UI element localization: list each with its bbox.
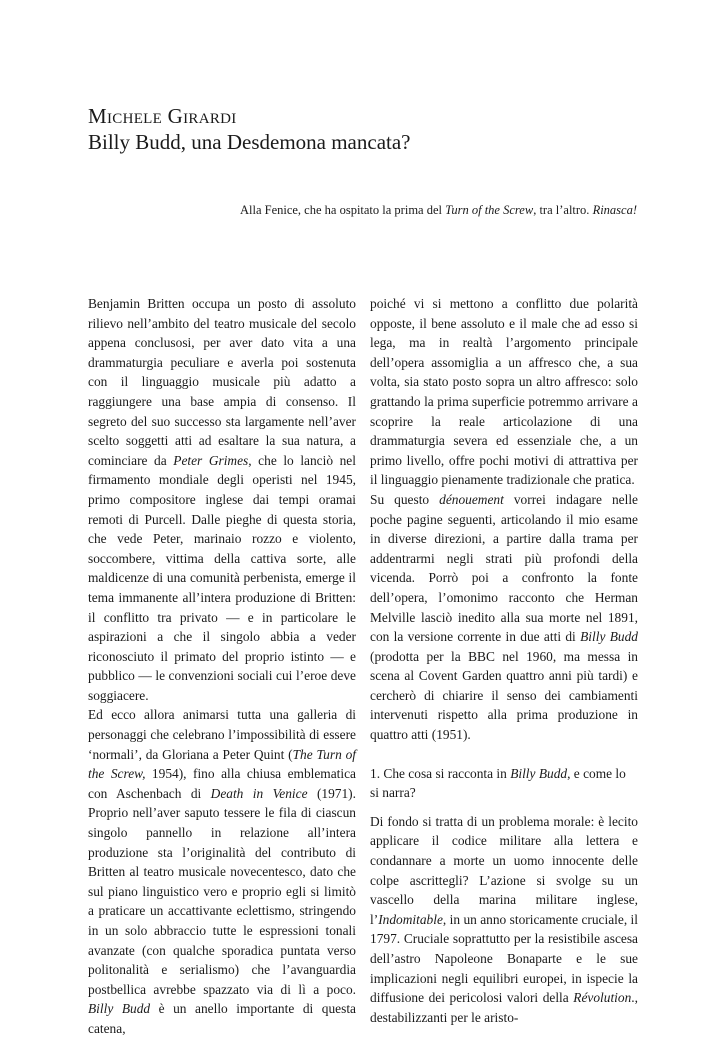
italic-title: The Turn of the Screw, bbox=[88, 746, 356, 782]
italic-term: dénouement bbox=[439, 491, 504, 507]
text-run: è un anello importante di questa catena, bbox=[88, 1001, 356, 1036]
epigraph-work-title: Turn of the Screw bbox=[445, 203, 534, 217]
text-run: (1971). Proprio nell’aver saputo tessere le fila di ciascun singolo pannello in relazione all’intera produzione sta l’originalità del contributo di Britten al teatro musicale novecentesco, dato che sul piano linguistico vero e proprio egli si limitò a praticare un accattivante eclettismo, stringendo in un solo abbraccio tutte le espressioni tonali avanzate (con qualche sporadica puntata verso politonalità e serialismo) che l’avanguardia postbellica avrebbe spazzato via di lì a poco. bbox=[88, 785, 356, 997]
section-heading bbox=[370, 764, 638, 803]
epigraph-middle: , tra l’altro. bbox=[533, 203, 593, 217]
text-run: Di fondo si tratta di un problema morale: è lecito applicare il codice militare alla lettera e condannare a morte un uomo innocente delle colpe ascrittegli? L’azione si svolge su un vascello della marina militare inglese, l’ bbox=[370, 813, 638, 927]
text-run: 1954), fino alla chiusa emblematica con Aschenbach di bbox=[88, 766, 356, 801]
article-title: Billy Budd, una Desdemona mancata? bbox=[88, 130, 411, 154]
left-column bbox=[88, 294, 356, 1039]
right-column bbox=[370, 294, 638, 1027]
author-name: Michele Girardi bbox=[88, 104, 237, 128]
text-run: Su questo bbox=[370, 491, 440, 507]
italic-ship-name: Indomitable bbox=[378, 911, 443, 927]
italic-title: Billy Budd bbox=[580, 629, 638, 645]
italic-title: Billy Budd bbox=[510, 765, 568, 781]
paragraph bbox=[370, 812, 638, 1028]
epigraph-prefix: Alla Fenice, che ha ospitato la prima del bbox=[239, 203, 446, 217]
text-run: Benjamin Britten occupa un posto di assoluto rilievo nell’ambito del teatro musicale del secolo appena conclusosi, per aver dato vita a una drammaturgia peculiare e averla poi sostenuta con il linguaggio musicale più adatto a raggiungere una base ampia di consenso. Il segreto del suo successo sta largamente nell’aver scelto soggetti atti ad esaltare la sua natura, a cominciare da bbox=[88, 296, 356, 468]
italic-title: Death in Venice bbox=[210, 785, 308, 801]
epigraph bbox=[240, 202, 637, 218]
paragraph bbox=[370, 490, 638, 745]
text-run: (prodotta per la BBC nel 1960, ma messa in scena al Covent Garden quattro anni più tardi) e cercherò di chiarire il senso dei cambiamenti intervenuti rispetto alla prima produzione in quattro atti (1951). bbox=[370, 648, 638, 743]
epigraph-exclamation: Rinasca! bbox=[592, 203, 637, 217]
text-run: , in un anno storicamente cruciale, il 1797. Cruciale soprattutto per la resistibile ascesa dell’astro Napoleone Bonaparte e le sue implicazioni negli equilibri europei, in ispecie la diffusione dei pericolosi valori della bbox=[370, 911, 638, 1006]
text-run: Ed ecco allora animarsi tutta una galleria di personaggi che celebrano l’impossibilità di essere ‘normali’, da Gloriana a Peter Quint ( bbox=[88, 707, 356, 762]
italic-term: Révolution bbox=[573, 990, 632, 1006]
text-run: , che lo lanciò nel firmamento mondiale degli operisti nel 1945, primo compositore inglese dai tempi oramai remoti di Purcell. Dalle pieghe di questa storia, che vede Peter, marinaio rozzo e violento, soccombere, vittima della cattiva sorte, alle maldicenze di una comunità perbenista, emerge il tema immanente all’intera produzione di Britten: il conflitto tra privato — e in particolare le aspirazioni a che il singolo abbia a veder riconosciuto il primato del proprio istinto — e pubblico — le convenzioni sociali cui l’eroe deve soggiacere. bbox=[88, 452, 356, 703]
italic-title: Billy Budd bbox=[88, 1001, 151, 1017]
paragraph bbox=[88, 705, 356, 1038]
paragraph bbox=[88, 294, 356, 705]
text-run: , e come lo si narra? bbox=[370, 765, 626, 801]
text-run: vorrei indagare nelle poche pagine seguenti, articolando il mio esame in diverse direzioni, a partire dalla trama per addentrarmi negli strati più profondi della vicenda. Porrò poi a confronto la fonte dell’opera, l’omonimo racconto che Herman Melville lasciò inedito alla sua morte nel 1891, con la versione corrente in due atti di bbox=[370, 491, 638, 645]
text-run: ., destabilizzanti per le aristo- bbox=[370, 990, 638, 1025]
text-run: 1. Che cosa si racconta in bbox=[370, 765, 511, 781]
italic-title: Peter Grimes bbox=[173, 452, 249, 468]
paragraph: poiché vi si mettono a conflitto due polarità opposte, il bene assoluto e il male che ad esso si lega, ma in realtà l’argomento principale dell’opera assomiglia a un affresco che, a sua volta, sia stato posto sopra un altro affresco: solo grattando la prima superficie potremmo arrivare a scoprire la reale articolazione di una drammaturgia severa ed essenziale che, a un primo livello, offre pochi motivi di attrattiva per il linguaggio pienamente tradizionale che pratica. bbox=[370, 296, 638, 488]
